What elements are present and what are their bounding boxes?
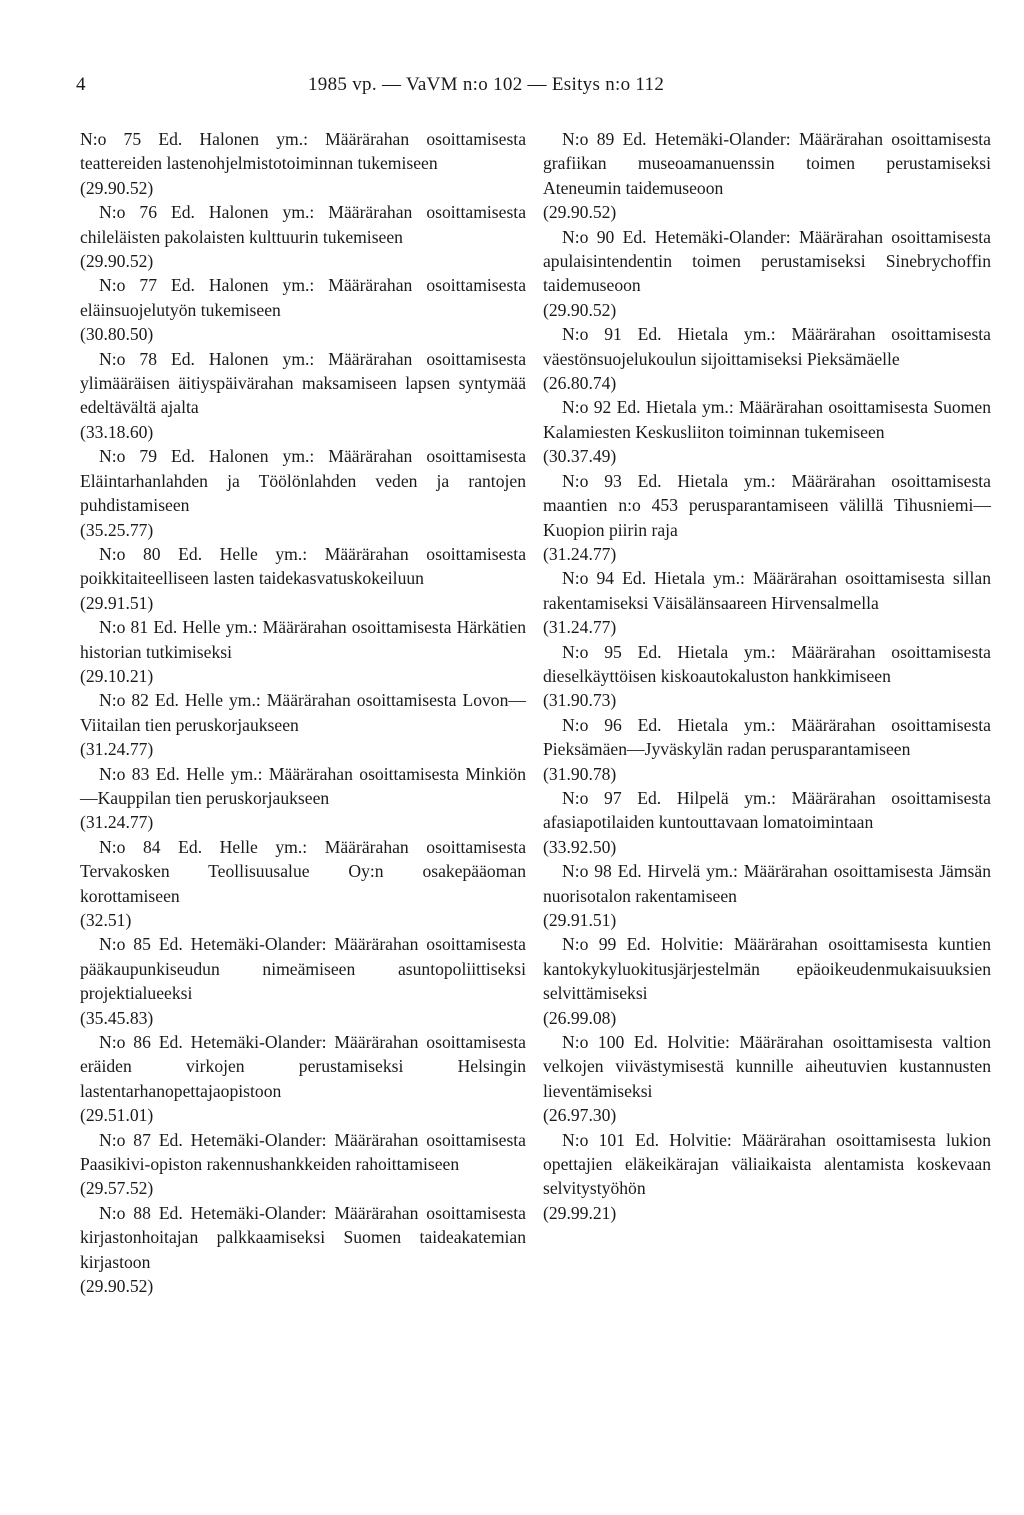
motion-text: N:o 101 Ed. Holvitie: Määrärahan osoittamisesta lukion opettajien eläkeikärajan väliaikaista alentamista koskevaan selvitystyöhön [543,1129,991,1199]
motion-text: N:o 90 Ed. Hetemäki-Olander: Määrärahan osoittamisesta apulaisintendentin toimen perustamiseksi Sinebrychoffin taidemuseoon [543,226,991,296]
motion-text: N:o 98 Ed. Hirvelä ym.: Määrärahan osoittamisesta Jämsän nuorisotalon rakentamiseen [543,861,991,906]
budget-item-code: (29.90.52) [543,299,617,320]
budget-item-code: (29.99.21) [543,1202,617,1223]
motion-text: N:o 94 Ed. Hietala ym.: Määrärahan osoittamisesta sillan rakentamiseksi Väisälänsaareen Hirvensalmella [543,568,991,613]
motion-entry [80,1201,526,1299]
motion-text: N:o 85 Ed. Hetemäki-Olander: Määrärahan osoittamisesta pääkaupunkiseudun nimeämiseen asuntopoliittiseksi projektialueeksi [80,934,526,1004]
budget-item-code: (29.10.21) [80,665,154,686]
page-number: 4 [76,74,86,95]
budget-item-code: (32.51) [80,910,132,930]
motion-text: N:o 81 Ed. Helle ym.: Määrärahan osoittamisesta Härkätien historian tutkimiseksi [80,617,526,662]
motion-entry [543,859,991,932]
motion-entry [543,713,991,786]
motion-entry [80,835,526,933]
budget-item-code: (35.25.77) [80,519,154,540]
motion-entry [80,932,526,1030]
motion-entry [543,1128,991,1226]
budget-item-code: (26.99.08) [543,1007,617,1028]
budget-item-code: (26.97.30) [543,1105,617,1126]
motion-entry [543,932,991,1030]
budget-item-code: (31.24.77) [543,617,617,638]
motion-entry [543,225,991,323]
motion-text: N:o 86 Ed. Hetemäki-Olander: Määrärahan osoittamisesta eräiden virkojen perustamiseksi Helsingin lastentarhanopettajaopistoon [80,1032,526,1101]
motion-text: N:o 91 Ed. Hietala ym.: Määrärahan osoittamisesta väestönsuojelukoulun sijoittamiseksi Pieksämäelle [543,324,991,369]
motion-entry [80,762,526,835]
budget-item-code: (30.37.49) [543,446,617,467]
motion-entry [80,542,526,615]
budget-item-code: (31.24.77) [80,739,154,760]
budget-item-code: (29.90.52) [80,251,154,272]
motion-entry [80,200,526,273]
motion-text: N:o 80 Ed. Helle ym.: Määrärahan osoittamisesta poikkitaiteelliseen lasten taidekasvatuskokeiluun [80,543,526,589]
motion-text: N:o 82 Ed. Helle ym.: Määrärahan osoittamisesta Lovon—Viitailan tien peruskorjaukseen [80,690,526,735]
budget-item-code: (29.90.52) [543,202,617,223]
motion-entry [80,688,526,761]
budget-item-code: (33.92.50) [543,836,617,857]
header-title: 1985 vp. — VaVM n:o 102 — Esitys n:o 112 [308,74,665,95]
budget-item-code: (29.57.52) [80,1178,154,1199]
motion-entry [543,786,991,859]
motion-text: N:o 99 Ed. Holvitie: Määrärahan osoittamisesta kuntien kantokykyluokitusjärjestelmän epäoikeudenmukaisuuksien selvittämiseksi [543,934,991,1004]
motion-text: N:o 89 Ed. Hetemäki-Olander: Määrärahan osoittamisesta grafiikan museoamanuenssin toimen perustamiseksi Ateneumin taidemuseoon [543,129,991,198]
motion-text: N:o 87 Ed. Hetemäki-Olander: Määrärahan osoittamisesta Paasikivi-opiston rakennushankkeiden rahoittamiseen [80,1129,526,1175]
motion-text: N:o 75 Ed. Halonen ym.: Määrärahan osoittamisesta teattereiden lastenohjelmistotoiminnan tukemiseen [80,129,526,174]
budget-item-code: (29.90.52) [80,1276,154,1297]
motion-text: N:o 97 Ed. Hilpelä ym.: Määrärahan osoittamisesta afasiapotilaiden kuntouttavaan lomatoimintaan [543,787,991,833]
budget-item-code: (31.24.77) [80,812,154,833]
motion-text: N:o 83 Ed. Helle ym.: Määrärahan osoittamisesta Minkiön—Kauppilan tien peruskorjaukseen [80,763,526,808]
motion-entry [543,322,991,395]
motion-text: N:o 77 Ed. Halonen ym.: Määrärahan osoittamisesta eläinsuojelutyön tukemiseen [80,275,526,320]
motion-entry [543,469,991,567]
budget-item-code: (29.90.52) [80,177,154,198]
motion-entry [80,127,526,200]
budget-item-code: (33.18.60) [80,421,154,442]
budget-item-code: (31.24.77) [543,543,617,564]
motion-entry [80,273,526,346]
motion-entry [80,347,526,445]
motion-text: N:o 96 Ed. Hietala ym.: Määrärahan osoittamisesta Pieksämäen—Jyväskylän radan perusparantamiseen [543,714,991,760]
motion-entry [80,615,526,688]
motion-entry [80,444,526,542]
motion-text: N:o 88 Ed. Hetemäki-Olander: Määrärahan osoittamisesta kirjastonhoitajan palkkaamiseksi Suomen taideakatemian kirjastoon [80,1202,526,1272]
motion-entry [80,1030,526,1128]
page-header [76,74,976,100]
motion-text: N:o 78 Ed. Halonen ym.: Määrärahan osoittamisesta ylimääräisen äitiyspäivärahan maksamiseen lapsen syntymää edeltävältä ajalta [80,348,526,418]
budget-item-code: (30.80.50) [80,324,154,345]
motion-text: N:o 93 Ed. Hietala ym.: Määrärahan osoittamisesta maantien n:o 453 perusparantamiseen välillä Tihusniemi—Kuopion piirin raja [543,470,991,540]
budget-item-code: (31.90.73) [543,690,617,711]
motion-entry [543,640,991,713]
right-column [543,127,991,1225]
motion-text: N:o 79 Ed. Halonen ym.: Määrärahan osoittamisesta Eläintarhanlahden ja Töölönlahden veden ja rantojen puhdistamiseen [80,446,526,516]
motion-entry [543,127,991,225]
motion-text: N:o 92 Ed. Hietala ym.: Määrärahan osoittamisesta Suomen Kalamiesten Keskusliiton toiminnan tukemiseen [543,397,991,442]
motion-entry [80,1128,526,1201]
motion-text: N:o 95 Ed. Hietala ym.: Määrärahan osoittamisesta dieselkäyttöisen kiskoautokaluston hankkimiseen [543,641,991,686]
budget-item-code: (29.51.01) [80,1105,154,1126]
budget-item-code: (35.45.83) [80,1007,154,1028]
motion-entry [543,566,991,639]
budget-item-code: (31.90.78) [543,763,617,784]
budget-item-code: (29.91.51) [80,592,154,613]
motion-entry [543,395,991,468]
motion-text: N:o 76 Ed. Halonen ym.: Määrärahan osoittamisesta chileläisten pakolaisten kulttuurin tukemiseen [80,202,526,247]
budget-item-code: (29.91.51) [543,910,617,930]
budget-item-code: (26.80.74) [543,373,617,394]
motion-entry [543,1030,991,1128]
motion-text: N:o 84 Ed. Helle ym.: Määrärahan osoittamisesta Tervakosken Teollisuusalue Oy:n osakepääoman korottamiseen [80,836,526,906]
motion-text: N:o 100 Ed. Holvitie: Määrärahan osoittamisesta valtion velkojen viivästymisestä kunnille aiheutuvien kustannusten lieventämiseksi [543,1032,991,1101]
left-column [80,127,526,1299]
